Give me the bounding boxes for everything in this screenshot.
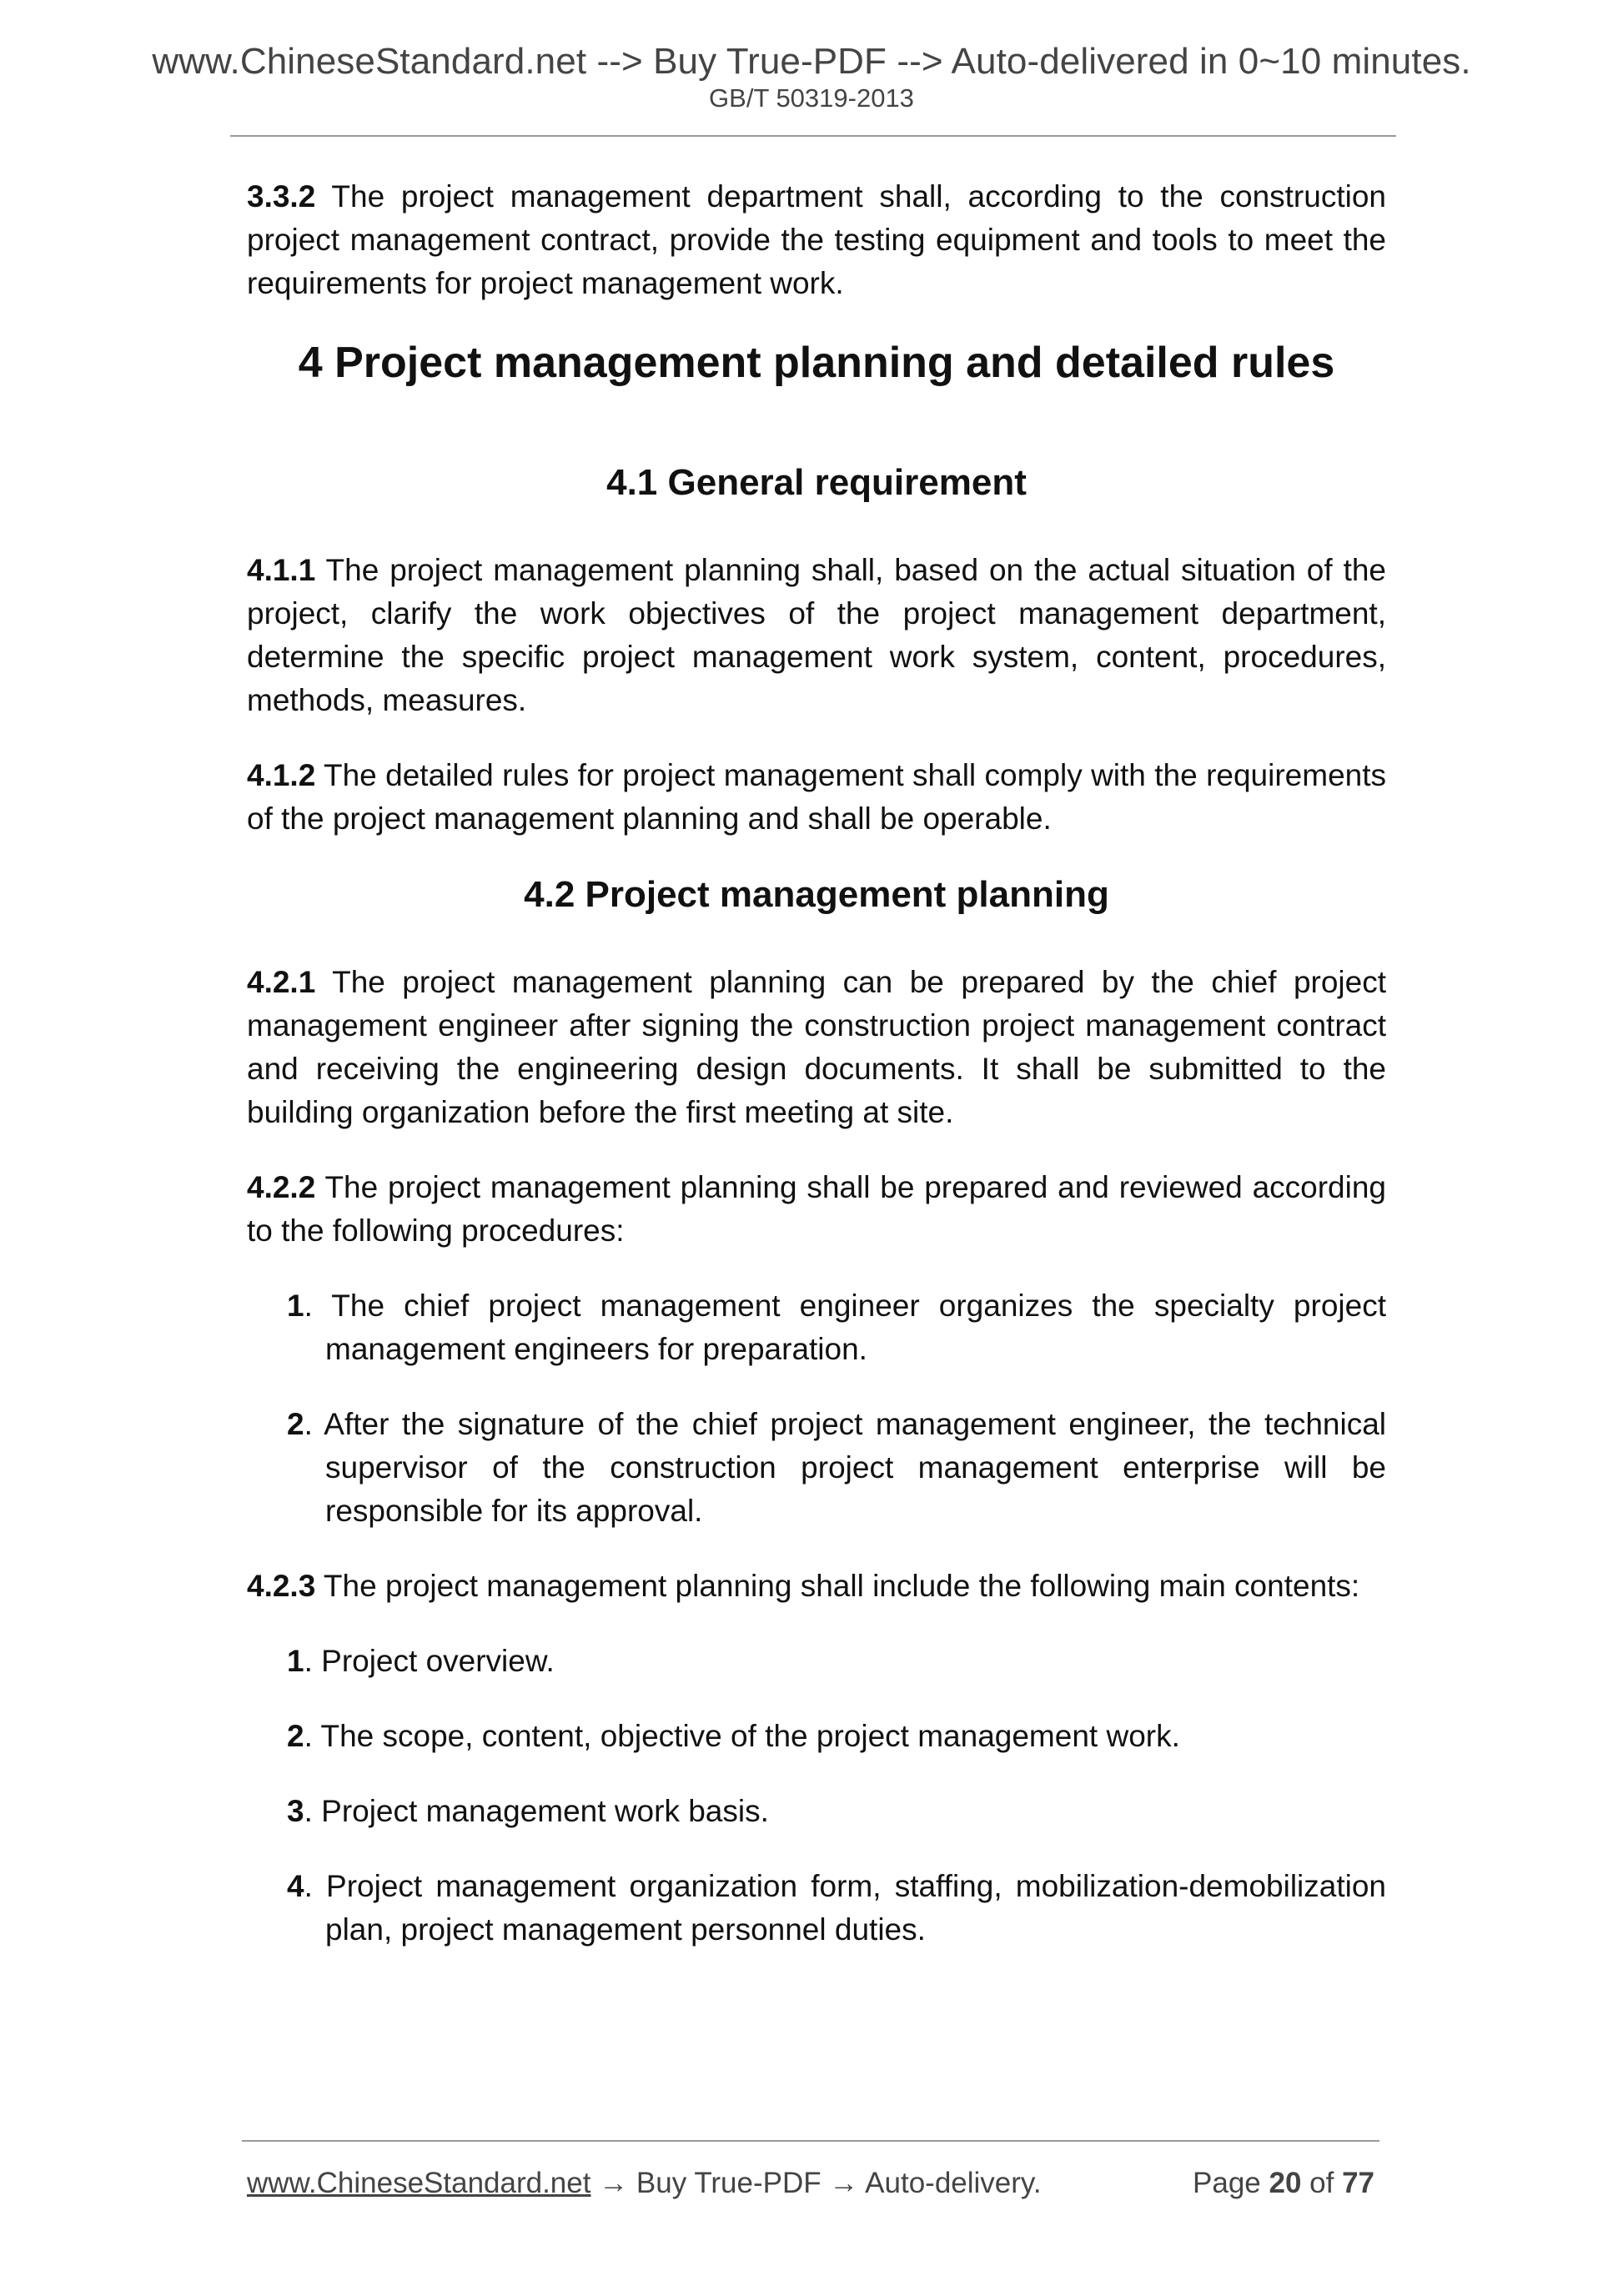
clause-text: The project management planning can be prepared by the chief project management engineer after signing the construction project management contract and receiving the engineering design documents. It shall be submitted to the building organization before the first meeting at site. [247,965,1386,1129]
list-item-number: 3 [287,1794,304,1828]
list-item-text: . The chief project management engineer organizes the specialty project management engineers for preparation. [304,1289,1386,1366]
clause-text: The project management planning shall, based on the actual situation of the project, clarify the work objectives of the project management department, determine the specific project management work system, content, procedures, methods, measures. [247,553,1386,717]
list-item-text: . The scope, content, objective of the project management work. [304,1719,1180,1753]
list-item [287,1865,1386,1952]
clause-4-2-1 [247,961,1386,1134]
page-total: 77 [1342,2167,1374,2199]
list-item [287,1403,1386,1533]
list-item [287,1790,1386,1833]
clause-4-1-2 [247,754,1386,841]
list-item-text: . Project management organization form, staffing, mobilization-demobilization plan, project management personnel duties. [304,1869,1386,1947]
list-item-number: 2 [287,1719,304,1753]
header-divider [230,135,1396,137]
page-of: of [1301,2167,1343,2199]
clause-text: The project management department shall, according to the construction project management contract, provide the testing equipment and tools to meet the requirements for project management work. [247,179,1386,300]
page-label: Page [1193,2167,1269,2199]
footer-suffix: → Buy True-PDF → Auto-delivery. [590,2167,1042,2199]
clause-number: 4.2.1 [247,965,316,999]
standard-code: GB/T 50319-2013 [709,83,914,113]
clause-number: 4.1.2 [247,758,316,792]
footer-divider [242,2140,1379,2142]
clause-4-2-3 [247,1565,1386,1608]
section-title-4-2: 4.2 Project management planning [524,874,1109,915]
list-item [287,1640,1386,1683]
page-footer [247,2165,1386,2202]
list-item-text: . After the signature of the chief project management engineer, the technical supervisor of the construction project management enterprise will be responsible for its approval. [304,1407,1386,1528]
page-content [247,175,1386,1983]
list-item-number: 2 [287,1407,304,1441]
clause-number: 3.3.2 [247,179,316,214]
clause-number: 4.2.2 [247,1170,316,1204]
top-banner: www.ChineseStandard.net --> Buy True-PDF --> Auto-delivered in 0~10 minutes. [152,41,1471,82]
clause-text: The project management planning shall be prepared and reviewed according to the following procedures: [247,1170,1386,1248]
section-title-4-1: 4.1 General requirement [606,462,1027,503]
page-current: 20 [1269,2167,1302,2199]
clause-3-3-2 [247,175,1386,305]
page-number [1193,2165,1374,2202]
footer-link[interactable]: www.ChineseStandard.net [247,2167,591,2199]
list-item [287,1284,1386,1371]
list-item [287,1715,1386,1758]
chapter-title: 4 Project management planning and detailed rules [298,339,1335,387]
clause-4-2-2 [247,1166,1386,1253]
list-item-text: . Project management work basis. [304,1794,769,1828]
list-item-text: . Project overview. [304,1644,555,1678]
clause-number: 4.2.3 [247,1569,316,1603]
clause-text: The project management planning shall include the following main contents: [315,1569,1360,1603]
clause-text: The detailed rules for project management shall comply with the requirements of the project management planning and shall be operable. [247,758,1386,836]
clause-4-1-1 [247,549,1386,722]
list-item-number: 1 [287,1644,304,1678]
list-item-number: 1 [287,1289,304,1323]
list-item-number: 4 [287,1869,304,1903]
clause-number: 4.1.1 [247,553,316,587]
